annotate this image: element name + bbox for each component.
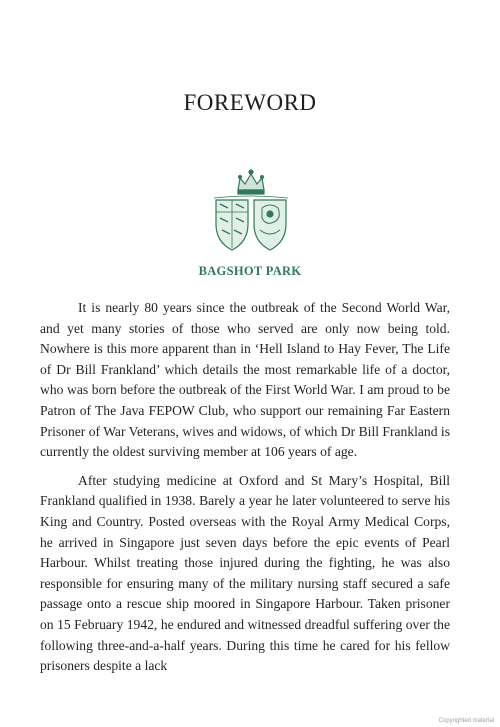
royal-crest-icon: [210, 168, 292, 254]
paragraph-2: After studying medicine at Oxford and St Mary’s Hospital, Bill Frankland qualified in 1938. Barely a year he later volunteered to serve his King and Country. Posted overseas with the Royal Army Medical Corps, he arrived in Singapore just seven days before the epic events of Pearl Harbour. Whilst treating those injured during the fighting, he was also responsible for ensuring many of the military nursing staff secured a safe passage onto a rescue ship moored in Singapore Harbour. Taken prisoner on 15 February 1942, he endured and witnessed dreadful suffering over the following three-and-a-half years. During this time he cared for his fellow prisoners despite a lack: [40, 472, 450, 674]
copyright-watermark: Copyrighted material: [438, 718, 494, 724]
section-subheading: BAGSHOT PARK: [198, 264, 302, 278]
paragraph-1: It is nearly 80 years since the outbreak of the Second World War, and yet many stories of those who served are only now being told. Nowhere is this more apparent than in ‘Hell Island to Hay Fever, The Life of Dr Bill Frankland’ which details the most remarkable life of a doctor, who was born before the outbreak of the First World War. I am proud to be Patron of The Java FEPOW Club, who support our remaining Far Eastern Prisoner of War Veterans, wives and widows, of which Dr Bill Frankland is currently the oldest surviving member at 106 years of age.: [40, 300, 450, 460]
body-text: [40, 298, 450, 685]
page-title: FOREWORD: [183, 90, 317, 115]
